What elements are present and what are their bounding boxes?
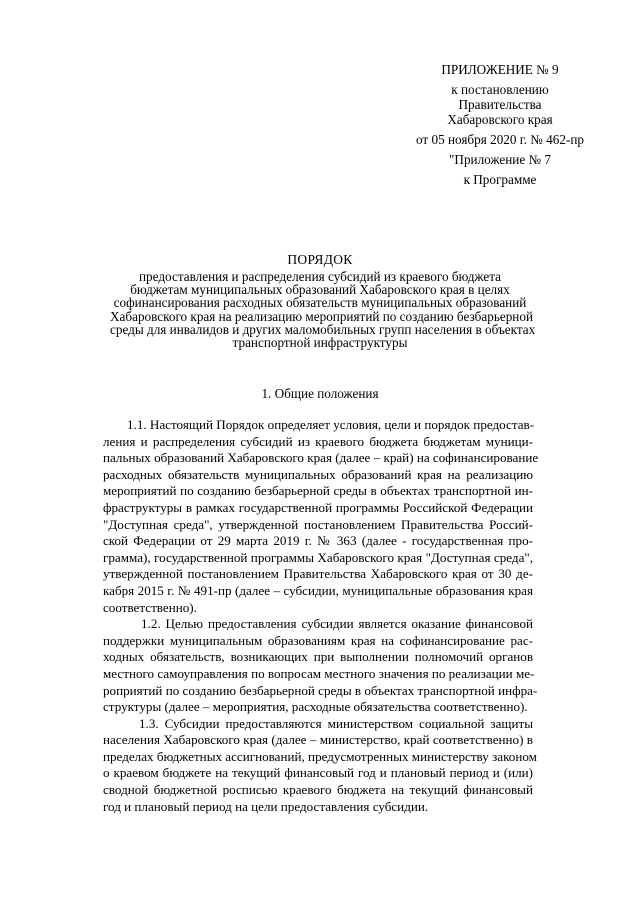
subtitle-line: предоставления и распределения субсидий из краевого бюджета <box>139 269 501 284</box>
paragraph-line: 1.2. Целью предоставления субсидии является оказание финансовой <box>141 616 533 632</box>
paragraph-line: населения Хабаровского края (далее – министерство, край соответственно) в <box>103 732 533 748</box>
paragraph-line: грамма), государственной программы Хабаровского края "Доступная среда", <box>103 549 533 565</box>
paragraph-line: местного самоуправления по вопросам местного значения по реализации ме- <box>103 665 535 681</box>
document-subtitle <box>110 269 536 351</box>
paragraph-line: фраструктуры в рамках государственной программы Российской Федерации <box>103 499 533 515</box>
paragraph-line: пределах бюджетных ассигнований, предусмотренных министерству законом <box>103 748 537 764</box>
appendix-date: от 05 ноября 2020 г. № 462-пр <box>416 132 584 147</box>
subtitle-line: Хабаровского края на реализацию мероприятий по созданию безбарьерной <box>110 308 534 324</box>
paragraph-line: соответственно). <box>103 599 197 615</box>
subtitle-line: бюджетам муниципальных образований Хабаровского края в целях <box>130 282 510 298</box>
paragraph-line: расходных обязательств муниципальных образований края на реализацию <box>103 466 533 482</box>
paragraph-line: ходных обязательств, возникающих при выполнении полномочий органов <box>103 649 533 665</box>
paragraph-line: поддержки муниципальным образованиям края на софинансирование рас- <box>103 632 533 648</box>
paragraph-1-2 <box>103 616 538 716</box>
paragraph-line: ления и распределения субсидий из краевого бюджета бюджетам муници- <box>103 433 533 449</box>
paragraph-line: "Доступная среда", утвержденной постановлением Правительства Россий- <box>103 516 533 532</box>
appendix-header <box>390 62 610 187</box>
subtitle-line: софинансирования расходных обязательств муниципальных образований <box>113 295 527 311</box>
paragraph-line: о краевом бюджете на текущий финансовый год и плановый период и (или) <box>103 765 533 781</box>
paragraph-line: год и плановый период на цели предоставления субсидии. <box>103 798 429 814</box>
appendix-line: к Программе <box>463 172 537 187</box>
document-title: ПОРЯДОК <box>287 252 353 267</box>
document-body <box>103 417 539 815</box>
paragraph-line: утвержденной постановлением Правительства Хабаровского края от 30 де- <box>103 566 533 582</box>
paragraph-line: кабря 2015 г. № 491-пр (далее – субсидии, муниципальные образования края <box>103 582 533 598</box>
paragraph-line: роприятий по созданию безбарьерной среды в объектах транспортной инфра- <box>103 682 538 698</box>
appendix-line: "Приложение № 7 <box>449 152 551 167</box>
paragraph-line: 1.1. Настоящий Порядок определяет условия, цели и порядок предостав- <box>127 417 535 432</box>
appendix-number: ПРИЛОЖЕНИЕ № 9 <box>441 62 559 77</box>
paragraph-line: 1.3. Субсидии предоставляются министерством социальной защиты <box>139 715 533 731</box>
paragraph-line: ской Федерации от 29 марта 2019 г. № 363 (далее - государственная про- <box>103 533 533 549</box>
paragraph-line: структуры (далее – мероприятия, расходные обязательства соответственно). <box>103 699 528 715</box>
paragraph-1-1 <box>103 417 539 616</box>
paragraph-line: мероприятий по созданию безбарьерной среды в объектах транспортной ин- <box>103 483 533 499</box>
paragraph-line: сводной бюджетной росписью краевого бюджета на текущий финансовый <box>103 782 533 798</box>
appendix-line: Хабаровского края <box>447 112 553 127</box>
paragraph-1-3 <box>103 715 537 816</box>
subtitle-line: транспортной инфраструктуры <box>232 335 408 351</box>
appendix-line: Правительства <box>458 97 542 112</box>
subtitle-line: среды для инвалидов и других маломобильных групп населения в объектах <box>110 321 536 337</box>
paragraph-line: пальных образований Хабаровского края (далее – край) на софинансирование <box>103 450 539 466</box>
section-heading: 1. Общие положения <box>261 386 379 401</box>
appendix-line: к постановлению <box>451 82 549 97</box>
